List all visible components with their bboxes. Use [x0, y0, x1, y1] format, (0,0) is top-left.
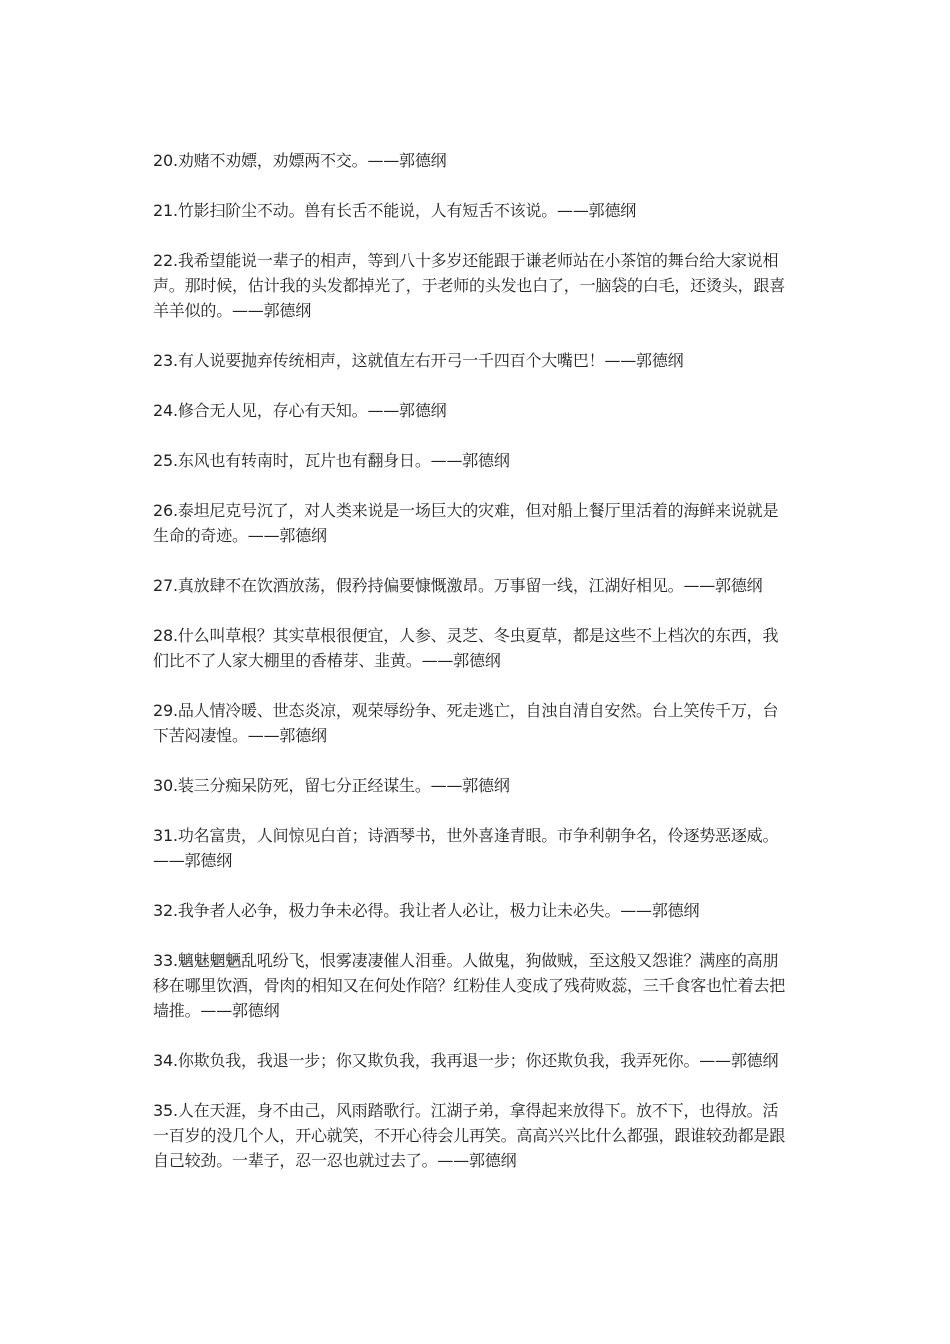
quote-item: 35.人在天涯，身不由己，风雨踏歌行。江湖子弟，拿得起来放得下。放不下，也得放。活一百岁的没几个人，开心就笑，不开心待会儿再笑。高高兴兴比什么都强，跟谁较劲都是跟自己较劲。一辈子，忍一忍也就过去了。——郭德纲 — [153, 1101, 786, 1170]
quote-item: 32.我争者人必争，极力争未必得。我让者人必让，极力让未必失。——郭德纲 — [153, 901, 700, 920]
quote-item: 30.装三分痴呆防死，留七分正经谋生。——郭德纲 — [153, 776, 510, 795]
quote-list — [153, 148, 793, 1198]
quote-item: 22.我希望能说一辈子的相声，等到八十多岁还能跟于谦老师站在小茶馆的舞台给大家说相声。那时候，估计我的头发都掉光了，于老师的头发也白了，一脑袋的白毛，还烫头，跟喜羊羊似的。——郭德纲 — [153, 251, 786, 320]
quote-item: 20.劝赌不劝嫖，劝嫖两不交。——郭德纲 — [153, 151, 447, 170]
quote-item: 31.功名富贵，人间惊见白首；诗酒琴书，世外喜逢青眼。市争利朝争名，伶逐势恶逐威。——郭德纲 — [153, 826, 779, 870]
quote-item: 34.你欺负我，我退一步；你又欺负我，我再退一步；你还欺负我，我弄死你。——郭德纲 — [153, 1051, 779, 1070]
quote-item: 29.品人情冷暖、世态炎凉，观荣辱纷争、死走逃亡，自浊自清自安然。台上笑传千万，台下苦闷凄惶。——郭德纲 — [153, 701, 779, 745]
quote-item: 26.泰坦尼克号沉了，对人类来说是一场巨大的灾难，但对船上餐厅里活着的海鲜来说就是生命的奇迹。——郭德纲 — [153, 501, 779, 545]
quote-item: 28.什么叫草根？其实草根很便宜，人参、灵芝、冬虫夏草，都是这些不上档次的东西，我们比不了人家大棚里的香椿芽、韭黄。——郭德纲 — [153, 626, 779, 670]
quote-item: 33.魑魅魍魉乱吼纷飞，恨雾凄凄催人泪垂。人做鬼，狗做贼，至这般又怨谁？满座的高朋移在哪里饮酒，骨肉的相知又在何处作陪？红粉佳人变成了残荷败蕊，三千食客也忙着去把墙推。——郭德纲 — [153, 951, 786, 1020]
quote-item: 24.修合无人见，存心有天知。——郭德纲 — [153, 401, 447, 420]
quote-item: 25.东风也有转南时，瓦片也有翻身日。——郭德纲 — [153, 451, 510, 470]
quote-item: 21.竹影扫阶尘不动。兽有长舌不能说，人有短舌不该说。——郭德纲 — [153, 201, 637, 220]
quote-item: 27.真放肆不在饮酒放荡，假矜持偏要慷慨激昂。万事留一线，江湖好相见。——郭德纲 — [153, 576, 763, 595]
quote-item: 23.有人说要抛弃传统相声，这就值左右开弓一千四百个大嘴巴！——郭德纲 — [153, 351, 684, 370]
